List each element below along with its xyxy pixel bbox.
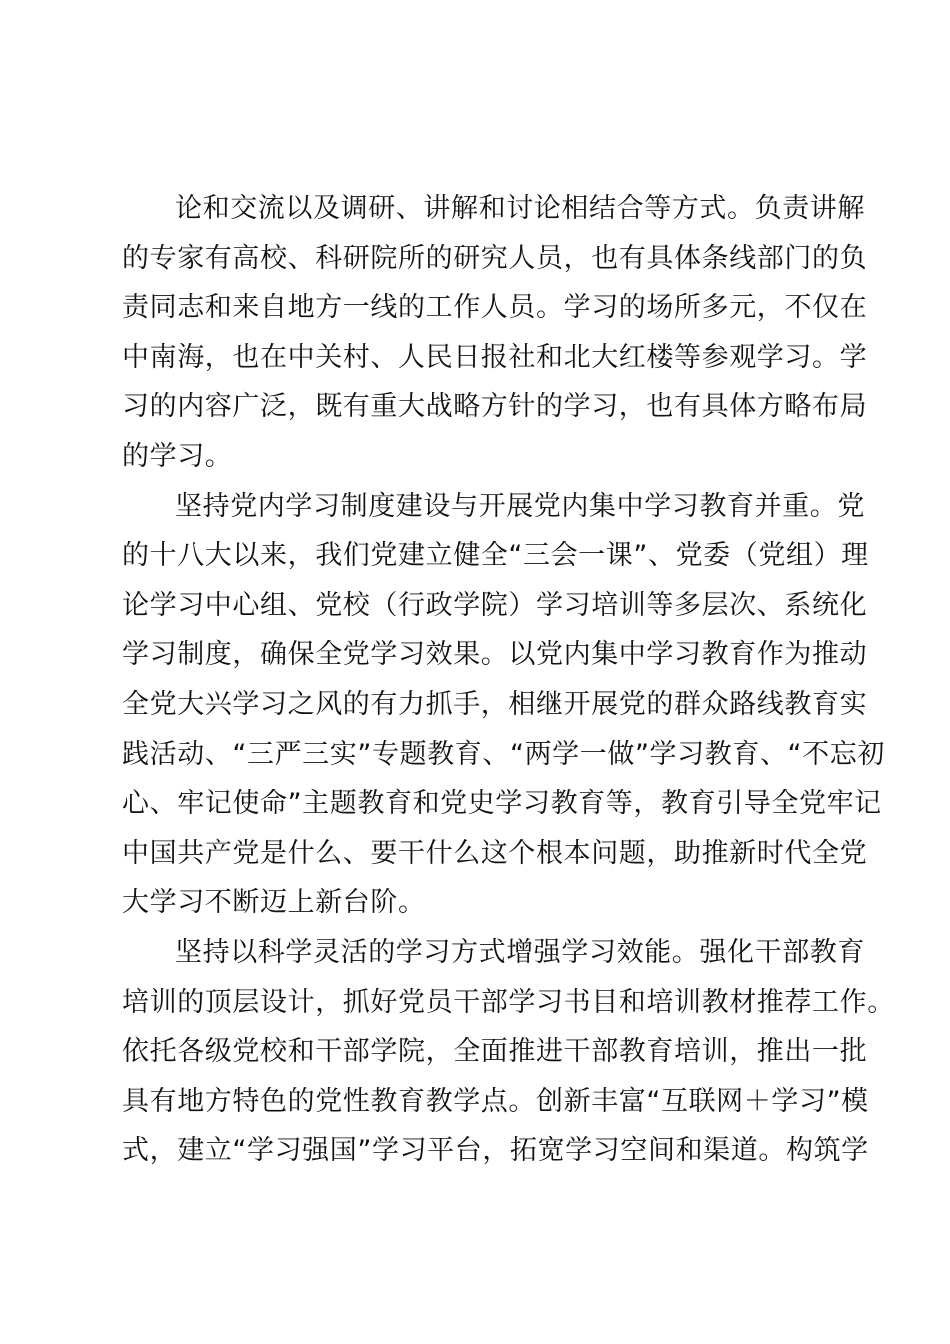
text-line: 论学习中心组、党校（行政学院）学习培训等多层次、系统化 <box>122 589 868 621</box>
text-line: 大学习不断迈上新台阶。 <box>122 887 426 919</box>
paragraph <box>122 184 868 482</box>
text-line: 中南海，也在中关村、人民日报社和北大红楼等参观学习。学 <box>122 341 868 373</box>
body-text <box>122 184 895 1176</box>
text-line: 论和交流以及调研、讲解和讨论相结合等方式。负责讲解 <box>175 193 865 224</box>
text-line: 责同志和来自地方一线的工作人员。学习的场所多元，不仅在 <box>122 292 868 324</box>
text-line: 的十八大以来，我们党建立健全“三会一课”、党委（党组）理 <box>122 540 869 572</box>
text-line: 的学习。 <box>122 440 233 472</box>
text-line: 中国共产党是什么、要干什么这个根本问题，助推新时代全党 <box>122 837 868 869</box>
text-line: 式，建立“学习强国”学习平台，拓宽学习空间和渠道。构筑学 <box>122 1135 869 1167</box>
text-line: 具有地方特色的党性教育教学点。创新丰富“互联网＋学习”模 <box>122 1085 869 1117</box>
text-line: 培训的顶层设计，抓好党员干部学习书目和培训教材推荐工作。 <box>122 986 895 1018</box>
text-line: 坚持以科学灵活的学习方式增强学习效能。强化干部教育 <box>175 936 865 968</box>
text-line: 坚持党内学习制度建设与开展党内集中学习教育并重。党 <box>175 490 865 522</box>
text-line: 践活动、“三严三实”专题教育、“两学一做”学习教育、“不忘初 <box>122 738 885 770</box>
paragraph <box>122 928 895 1176</box>
text-line: 全党大兴学习之风的有力抓手，相继开展党的群众路线教育实 <box>122 688 868 720</box>
text-line: 的专家有高校、科研院所的研究人员，也有具体条线部门的负 <box>122 242 868 274</box>
text-line: 依托各级党校和干部学院，全面推进干部教育培训，推出一批 <box>122 1036 868 1068</box>
text-line: 习的内容广泛，既有重大战略方针的学习，也有具体方略布局 <box>122 391 868 423</box>
text-line: 学习制度，确保全党学习效果。以党内集中学习教育作为推动 <box>122 639 868 671</box>
text-line: 心、牢记使命”主题教育和党史学习教育等，教育引导全党牢记 <box>122 788 882 820</box>
paragraph <box>122 482 885 928</box>
